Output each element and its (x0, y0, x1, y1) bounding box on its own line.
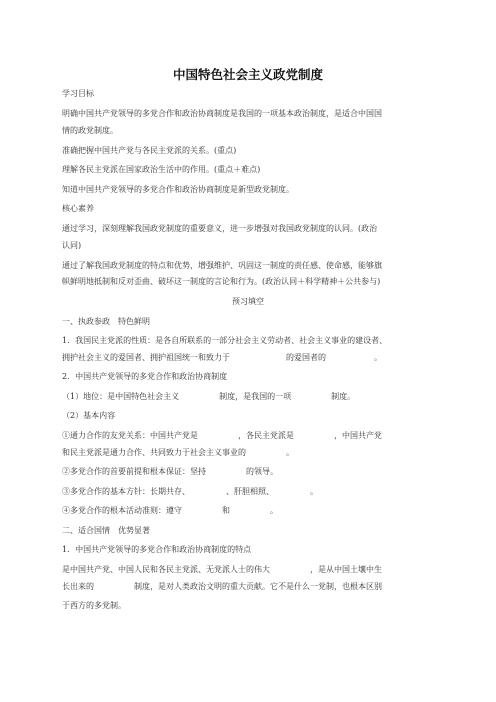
paragraph-line: 知道中国共产党领导的多党合作和政治协商制度是新型政党制度。 (62, 185, 294, 194)
section-heading-centered: 预习填空 (232, 297, 264, 306)
paragraph-line: （2）基本内容 (62, 411, 116, 420)
paragraph-line: ④多党合作的根本活动准则：遵守 和 。 (62, 506, 278, 515)
paragraph-line: 理解各民主党派在国家政治生活中的作用。(重点＋难点) (62, 165, 261, 174)
paragraph-line: 是中国共产党、中国人民和各民主党派、无党派人士的伟大 ，是从中国土壤中生 (62, 565, 382, 574)
paragraph-line: 准确把握中国共产党与各民主党派的关系。(重点) (62, 146, 237, 155)
paragraph-line: 和民主党派是通力合作、共同致力于社会主义事业的 。 (62, 448, 294, 457)
paragraph-line: （1）地位：是中国特色社会主义 制度，是我国的一项 制度。 (62, 392, 356, 401)
section-heading: 二、适合国情 优势显著 (62, 526, 150, 535)
paragraph-line: 通过学习，深刻理解我国政党制度的重要意义，进一步增强对我国政党制度的认同。(政治 (62, 224, 378, 233)
section-heading: 一、执政参政 特色鲜明 (62, 317, 150, 326)
paragraph-line: 1．我国民主党派的性质：是各自所联系的一部分社会主义劳动者、社会主义事业的建设者、 (62, 336, 388, 345)
document-title: 中国特色社会主义政党制度 (172, 67, 323, 82)
paragraph-line: 明确中国共产党领导的多党合作和政治协商制度是我国的一项基本政治制度，是适合中国国 (62, 109, 382, 118)
paragraph-line: 2．中国共产党领导的多党合作和政治协商制度 (62, 372, 228, 381)
section-heading: 学习目标 (62, 89, 94, 98)
paragraph-line: ①通力合作的友党关系：中国共产党是 ，各民主党派是 ，中国共产党 (62, 431, 382, 440)
paragraph-line: 拥护社会主义的爱国者、拥护祖国统一和致力于 的爱国者的 。 (62, 353, 382, 362)
section-heading: 核心素养 (62, 204, 94, 213)
paragraph-line: 通过了解我国政党制度的特点和优势，增强维护、巩固这一制度的责任感、使命感，能够旗 (62, 261, 382, 270)
paragraph-line: ②多党合作的首要前提和根本保证：坚持 的领导。 (62, 467, 278, 476)
paragraph-line: ③多党合作的基本方针：长期共存、 、肝胆相照、 。 (62, 487, 318, 496)
paragraph-line: 情的政党制度。 (62, 126, 118, 135)
paragraph-line: 认同) (62, 241, 82, 250)
paragraph-line: 1．中国共产党领导的多党合作和政治协商制度的特点 (62, 545, 252, 554)
paragraph-line: 于西方的多党制。 (62, 601, 126, 610)
paragraph-line: 帜鲜明地抵制和反对歪曲、破坏这一制度的言论和行为。(政治认同＋科学精神＋公共参与) (62, 277, 381, 286)
paragraph-line: 长出来的 制度，是对人类政治文明的重大贡献。它不是什么一党制，也根本区别 (62, 582, 382, 591)
